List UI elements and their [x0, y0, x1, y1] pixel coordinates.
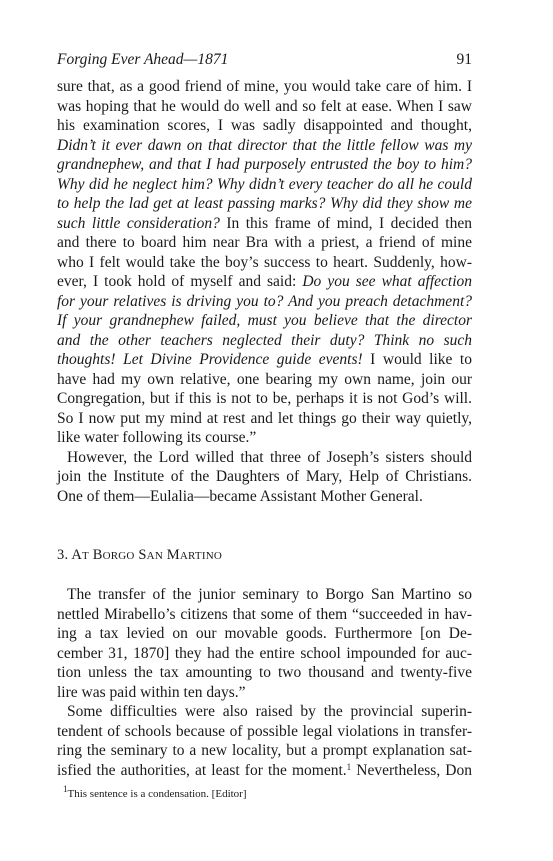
text-line: cember 31, 1870] they had the entire school impounded for auc-	[57, 644, 472, 662]
text-line: tion unless the tax amounting to two thousand and twenty-five	[57, 664, 472, 681]
text-line: and the other teachers neglected their duty? Think no such	[57, 331, 472, 349]
italic-text: thoughts! Let Divine Providence guide events!	[57, 351, 363, 368]
text-line: who I felt would take the boy’s success to heart. Suddenly, how-	[57, 253, 472, 271]
text-line	[57, 214, 472, 234]
text-line	[57, 350, 472, 370]
small-cap-rest: AN	[146, 550, 163, 562]
text-line: So I now put my mind at rest and let things go their way quietly,	[57, 409, 472, 427]
roman-text: In this frame of mind, I decided then	[219, 214, 472, 232]
text-line: and there to board him near Bra with a priest, a friend of mine	[57, 234, 472, 251]
text-line	[57, 272, 472, 292]
section-heading	[57, 546, 472, 565]
running-title: Forging Ever Ahead—1871	[57, 51, 229, 68]
text-line: Congregation, but if this is not to be, perhaps it is not God’s will.	[57, 390, 472, 407]
roman-text: I would like to	[362, 351, 472, 368]
small-cap-initial: S	[138, 547, 147, 563]
footnote-marker: 1	[63, 784, 68, 794]
small-cap-initial: M	[166, 547, 180, 563]
text-line: The transfer of the junior seminary to Borgo San Martino so	[67, 586, 472, 603]
text-line: have had my own relative, one bearing my own name, join our	[57, 370, 472, 388]
text-line: his examination scores, I was sadly disappointed and thought,	[57, 117, 472, 134]
text-line: nettled Mirabello’s citizens that some of them “succeeded in hav-	[57, 605, 472, 623]
text-line: Some difficulties were also raised by the provincial superin-	[67, 703, 472, 720]
footnote	[57, 784, 472, 802]
paragraph-3	[57, 585, 472, 702]
text-line	[57, 761, 472, 781]
small-cap-initial: B	[92, 547, 103, 563]
text-line: However, the Lord willed that three of Joseph’s sisters should	[67, 448, 472, 466]
text-line: for your relatives is driving you to? And you preach detachment?	[57, 292, 472, 310]
text-line: to help the lad get at least passing marks? Why did they show me	[57, 195, 472, 212]
roman-text: Nevertheless, Don	[351, 761, 472, 779]
section-title	[71, 547, 222, 563]
small-cap-rest: ORGO	[102, 550, 135, 562]
text-line: Didn’t it ever dawn on that director that the little fellow was my	[57, 136, 472, 154]
paragraph-1	[57, 77, 472, 448]
text-line: was hoping that he would do well and so felt at ease. When I saw	[57, 97, 472, 115]
small-cap-rest: ARTINO	[179, 550, 222, 562]
text-line: tendent of schools because of possible legal violations in transfer-	[57, 722, 472, 740]
small-cap-initial: A	[71, 547, 82, 563]
text-line: join the Institute of the Daughters of Mary, Help of Christians.	[57, 468, 472, 485]
text-line: sure that, as a good friend of mine, you would take care of him. I	[57, 78, 472, 95]
section-number: 3.	[57, 547, 69, 563]
roman-text: ever, I took hold of myself and said:	[57, 273, 303, 290]
paragraph-4	[57, 702, 472, 780]
text-line: If your grandnephew failed, must you believe that the director	[57, 312, 472, 329]
paragraph-2	[57, 448, 472, 507]
running-head	[57, 50, 472, 70]
text-line: grandnephew, and that I had purposely entrusted the boy to him?	[57, 156, 472, 173]
text-line: One of them—Eulalia—became Assistant Mother General.	[57, 487, 423, 505]
book-page	[57, 50, 472, 802]
text-line: like water following its course.”	[57, 429, 257, 446]
text-line: Why did he neglect him? Why didn’t every teacher do all he could	[57, 175, 472, 193]
roman-text: isfied the authorities, at least for the moment.	[57, 761, 347, 779]
italic-text: such little consideration?	[57, 214, 220, 232]
text-line: ring the seminary to a new locality, but a prompt explanation sat-	[57, 742, 472, 759]
text-line: lire was paid within ten days.”	[57, 683, 246, 701]
page-number: 91	[456, 51, 472, 68]
footnote-reference: 1	[346, 761, 352, 772]
text-line: ing a tax levied on our movable goods. Furthermore [on De-	[57, 625, 472, 642]
italic-text: Do you see what affection	[302, 273, 473, 290]
footnote-text: This sentence is a condensation. [Editor]	[67, 788, 247, 800]
small-cap-rest: T	[81, 550, 89, 562]
